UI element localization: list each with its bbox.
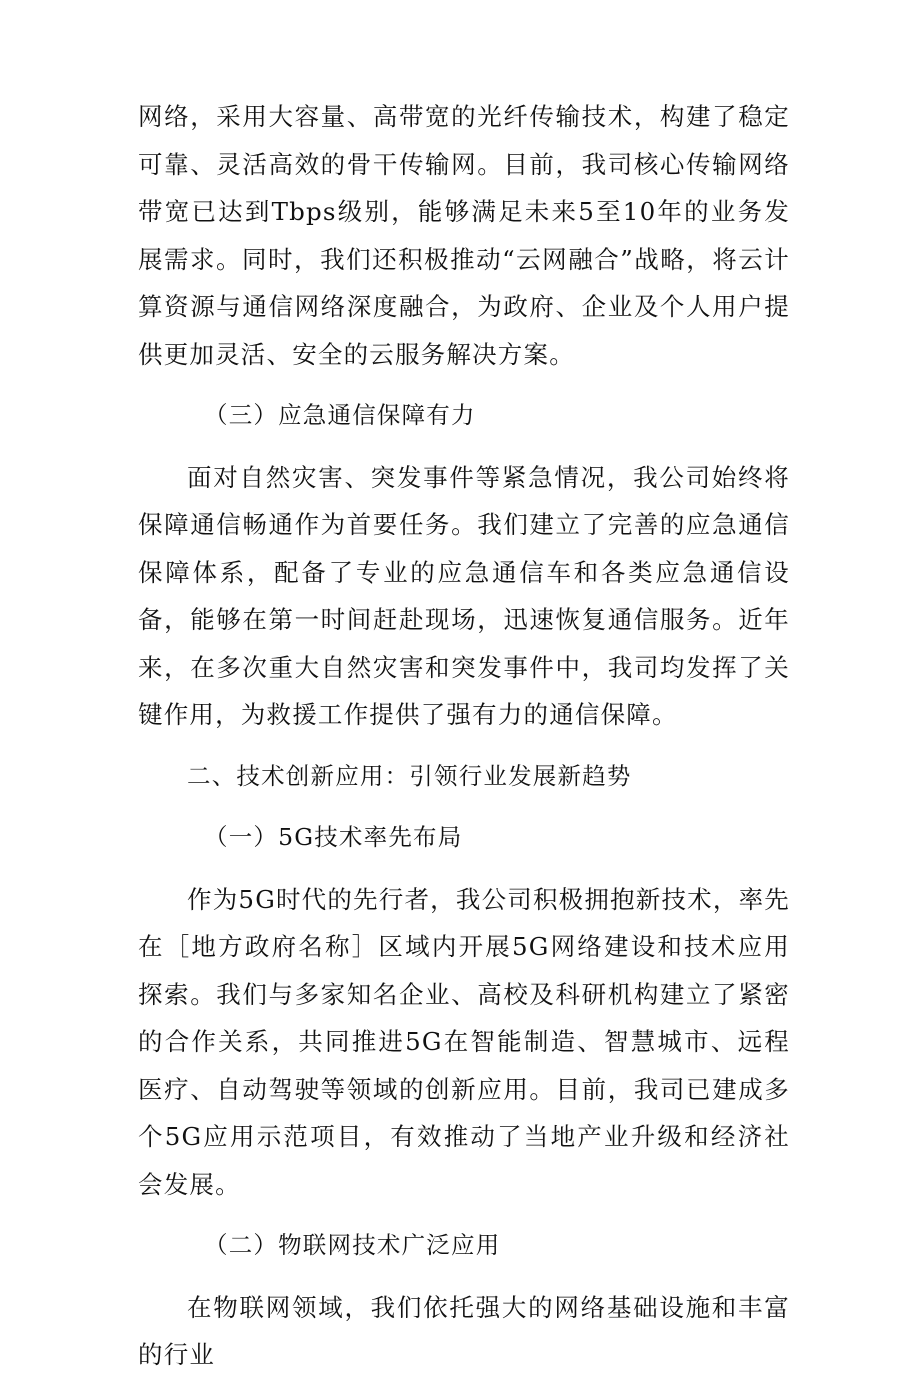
spacer bbox=[138, 862, 790, 876]
section-heading-5g: （一）5G技术率先布局 bbox=[204, 823, 463, 851]
section-heading-emergency: （三）应急通信保障有力 bbox=[204, 401, 476, 429]
paragraph-5g: 作为5G时代的先行者，我公司积极拥抱新技术，率先在［地方政府名称］区域内开展5G网络建设和技术应用探索。我们与多家知名企业、高校及科研机构建立了紧密的合作关系，共同推进5G在智能制造、智慧城市、远程医疗、自动驾驶等领域的创新应用。目前，我司已建成多个5G应用示范项目，有效推动了当地产业升级和经济社会发展。 bbox=[138, 884, 790, 1199]
paragraph-emergency: 面对自然灾害、突发事件等紧急情况，我公司始终将保障通信畅通作为首要任务。我们建立了完善的应急通信保障体系，配备了专业的应急通信车和各类应急通信设备，能够在第一时间赶赴现场，迅速恢复通信服务。近年来，在多次重大自然灾害和突发事件中，我司均发挥了关键作用，为救援工作提供了强有力的通信保障。 bbox=[138, 462, 790, 729]
paragraph-backbone-network: 网络，采用大容量、高带宽的光纤传输技术，构建了稳定可靠、灵活高效的骨干传输网。目前，我司核心传输网络带宽已达到Tbps级别，能够满足未来5至10年的业务发展需求。同时，我们还积极推动“云网融合”战略，将云计算资源与通信网络深度融合，为政府、企业及个人用户提供更加灵活、安全的云服务解决方案。 bbox=[138, 102, 790, 369]
document-body bbox=[138, 93, 790, 1379]
paragraph-iot: 在物联网领域，我们依托强大的网络基础设施和丰富的行业 bbox=[138, 1292, 790, 1369]
spacer bbox=[138, 1270, 790, 1284]
spacer bbox=[138, 378, 790, 392]
section-heading-iot: （二）物联网技术广泛应用 bbox=[204, 1231, 501, 1259]
spacer bbox=[138, 800, 790, 814]
spacer bbox=[138, 739, 790, 753]
chapter-heading-innovation: 二、技术创新应用：引领行业发展新趋势 bbox=[187, 761, 632, 790]
spacer bbox=[138, 1208, 790, 1222]
spacer bbox=[138, 440, 790, 454]
